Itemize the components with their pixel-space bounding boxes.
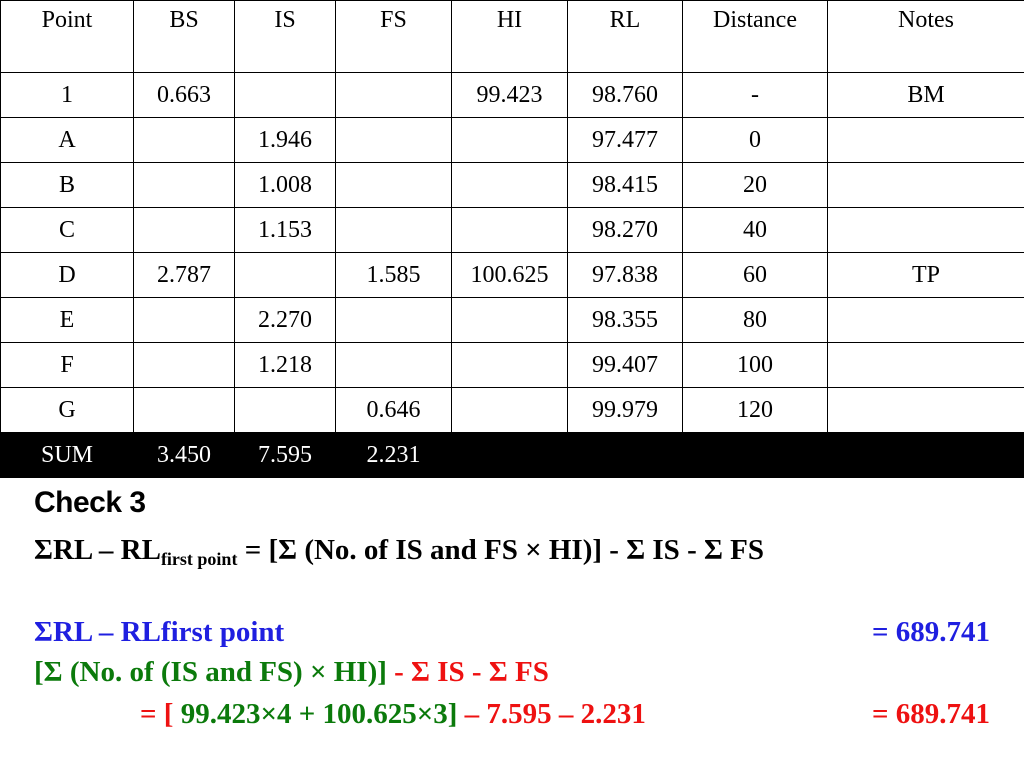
cell-rl: 98.270 <box>568 208 683 253</box>
table-row <box>1 73 1024 118</box>
cell-is <box>235 388 336 433</box>
cell-fs <box>336 208 452 253</box>
cell-distance <box>683 433 828 478</box>
cell-is: 1.153 <box>235 208 336 253</box>
cell-notes <box>828 388 1024 433</box>
cell-hi <box>452 433 568 478</box>
cell-notes <box>828 298 1024 343</box>
line1-value: = 689.741 <box>871 616 990 648</box>
cell-fs <box>336 73 452 118</box>
cell-fs: 0.646 <box>336 388 452 433</box>
cell-bs <box>134 343 235 388</box>
cell-point: E <box>1 298 134 343</box>
cell-notes <box>828 433 1024 478</box>
table-row <box>1 343 1024 388</box>
line3-minus: – 7.595 – 2.231 <box>457 698 646 730</box>
table-row <box>1 163 1024 208</box>
cell-is: 7.595 <box>235 433 336 478</box>
header-bs: BS <box>134 1 235 73</box>
header-rl: RL <box>568 1 683 73</box>
formula-main: ΣRL – RL <box>34 534 161 566</box>
cell-notes: BM <box>828 73 1024 118</box>
table-row <box>1 118 1024 163</box>
table-row <box>1 208 1024 253</box>
header-distance: Distance <box>683 1 828 73</box>
header-hi: HI <box>452 1 568 73</box>
formula-rest: = [Σ (No. of IS and FS × HI)] - Σ IS - Σ FS <box>237 534 765 566</box>
cell-fs: 1.585 <box>336 253 452 298</box>
cell-bs: 0.663 <box>134 73 235 118</box>
cell-distance: 20 <box>683 163 828 208</box>
cell-distance: 80 <box>683 298 828 343</box>
header-point: Point <box>1 1 134 73</box>
cell-is: 1.008 <box>235 163 336 208</box>
line3-mid: 99.423×4 + 100.625×3] <box>173 698 458 730</box>
cell-bs <box>134 298 235 343</box>
cell-bs <box>134 388 235 433</box>
check-formula <box>34 534 764 570</box>
cell-distance: 60 <box>683 253 828 298</box>
cell-point: 1 <box>1 73 134 118</box>
cell-fs <box>336 298 452 343</box>
cell-hi: 99.423 <box>452 73 568 118</box>
cell-hi <box>452 118 568 163</box>
check-line-1 <box>34 616 284 649</box>
cell-point: B <box>1 163 134 208</box>
cell-fs <box>336 163 452 208</box>
cell-is <box>235 73 336 118</box>
cell-point: SUM <box>1 433 134 478</box>
cell-hi <box>452 298 568 343</box>
cell-is <box>235 253 336 298</box>
cell-hi <box>452 208 568 253</box>
cell-point: F <box>1 343 134 388</box>
table-row <box>1 388 1024 433</box>
cell-hi <box>452 163 568 208</box>
cell-rl: 97.838 <box>568 253 683 298</box>
cell-bs <box>134 118 235 163</box>
sum-row <box>1 433 1024 478</box>
header-notes: Notes <box>828 1 1024 73</box>
cell-rl: 99.407 <box>568 343 683 388</box>
check-line-3 <box>140 698 646 731</box>
line1-label: ΣRL – RLfirst point <box>34 616 285 648</box>
cell-point: D <box>1 253 134 298</box>
cell-point: A <box>1 118 134 163</box>
line3-equals: = [ <box>140 698 174 730</box>
line2-part2: - Σ IS - Σ FS <box>386 656 549 688</box>
cell-rl <box>568 433 683 478</box>
cell-is: 1.218 <box>235 343 336 388</box>
table-row <box>1 253 1024 298</box>
cell-distance: 40 <box>683 208 828 253</box>
cell-is: 1.946 <box>235 118 336 163</box>
cell-is: 2.270 <box>235 298 336 343</box>
cell-rl: 97.477 <box>568 118 683 163</box>
cell-notes: TP <box>828 253 1024 298</box>
cell-rl: 98.355 <box>568 298 683 343</box>
cell-fs <box>336 118 452 163</box>
cell-bs: 3.450 <box>134 433 235 478</box>
cell-point: G <box>1 388 134 433</box>
cell-distance: 0 <box>683 118 828 163</box>
table-row <box>1 298 1024 343</box>
cell-notes <box>828 118 1024 163</box>
cell-point: C <box>1 208 134 253</box>
cell-rl: 99.979 <box>568 388 683 433</box>
check-title: Check 3 <box>34 486 146 519</box>
cell-notes <box>828 343 1024 388</box>
cell-distance: 100 <box>683 343 828 388</box>
cell-hi <box>452 388 568 433</box>
cell-rl: 98.760 <box>568 73 683 118</box>
cell-notes <box>828 208 1024 253</box>
cell-distance: - <box>683 73 828 118</box>
cell-notes <box>828 163 1024 208</box>
cell-hi: 100.625 <box>452 253 568 298</box>
line2-part1: [Σ (No. of (IS and FS) × HI)] <box>34 656 387 688</box>
table-header-row <box>1 1 1024 73</box>
cell-fs: 2.231 <box>336 433 452 478</box>
cell-distance: 120 <box>683 388 828 433</box>
header-fs: FS <box>336 1 452 73</box>
cell-hi <box>452 343 568 388</box>
header-is: IS <box>235 1 336 73</box>
cell-fs <box>336 343 452 388</box>
cell-rl: 98.415 <box>568 163 683 208</box>
formula-subscript: first point <box>160 549 238 569</box>
cell-bs: 2.787 <box>134 253 235 298</box>
cell-bs <box>134 163 235 208</box>
cell-bs <box>134 208 235 253</box>
line3-value: = 689.741 <box>871 698 990 730</box>
check-line-2 <box>34 656 549 689</box>
